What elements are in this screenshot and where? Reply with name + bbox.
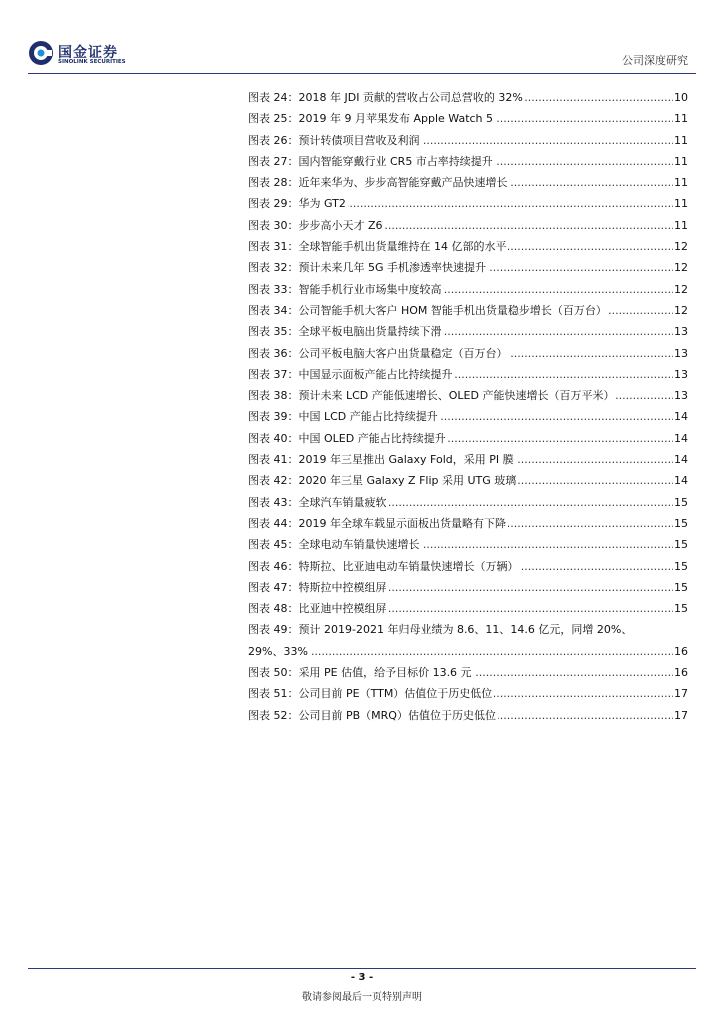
toc-entry-page: 17 bbox=[673, 705, 688, 726]
report-type-label: 公司深度研究 bbox=[622, 54, 688, 67]
page-number: - 3 - bbox=[350, 972, 374, 983]
toc-entry-page: 13 bbox=[673, 385, 688, 406]
toc-entry-label: 图表 32：预计未来几年 5G 手机渗透率快速提升 bbox=[248, 257, 488, 278]
toc-entry-label: 图表 29：华为 GT2 bbox=[248, 193, 348, 214]
toc-entry[interactable] bbox=[248, 406, 688, 427]
toc-entry[interactable] bbox=[248, 428, 688, 449]
toc-entry-page: 11 bbox=[673, 215, 688, 236]
toc-entry-page: 13 bbox=[673, 364, 688, 385]
toc-entry-page: 12 bbox=[673, 236, 688, 257]
toc-entry[interactable] bbox=[248, 108, 688, 129]
toc-entry-label-continued: 29%、33% bbox=[248, 641, 310, 662]
toc-entry[interactable] bbox=[248, 577, 688, 598]
logo-chinese-name: 国金证券 bbox=[58, 45, 118, 61]
figure-list bbox=[248, 87, 688, 726]
toc-entry[interactable] bbox=[248, 492, 688, 513]
header-divider bbox=[28, 73, 696, 74]
toc-entry[interactable] bbox=[248, 534, 688, 555]
toc-entry-page: 13 bbox=[673, 321, 688, 342]
toc-entry-label: 图表 34：公司智能手机大客户 HOM 智能手机出货量稳步增长（百万台） bbox=[248, 300, 609, 321]
toc-entry-page: 11 bbox=[673, 151, 688, 172]
toc-entry-page: 16 bbox=[673, 641, 688, 662]
toc-entry[interactable] bbox=[248, 513, 688, 534]
toc-entry-page: 12 bbox=[673, 257, 688, 278]
toc-entry[interactable] bbox=[248, 556, 688, 577]
toc-entry-label: 图表 25：2019 年 9 月苹果发布 Apple Watch 5 bbox=[248, 108, 495, 129]
toc-entry[interactable] bbox=[248, 321, 688, 342]
toc-entry-label: 图表 47：特斯拉中控模组屏 bbox=[248, 577, 389, 598]
page-header bbox=[0, 0, 724, 80]
toc-entry-label: 图表 38：预计未来 LCD 产能低速增长、OLED 产能快速增长（百万平米） bbox=[248, 385, 616, 406]
toc-entry-page: 14 bbox=[673, 428, 688, 449]
toc-entry[interactable] bbox=[248, 300, 688, 321]
toc-entry[interactable] bbox=[248, 449, 688, 470]
toc-entry-page: 12 bbox=[673, 300, 688, 321]
toc-entry[interactable] bbox=[248, 236, 688, 257]
toc-entry-label: 图表 36：公司平板电脑大客户出货量稳定（百万台） bbox=[248, 343, 510, 364]
toc-entry-label: 图表 24：2018 年 JDI 贡献的营收占公司总营收的 32% bbox=[248, 87, 525, 108]
toc-entry[interactable] bbox=[248, 279, 688, 300]
toc-entry-label: 图表 45：全球电动车销量快速增长 bbox=[248, 534, 422, 555]
toc-entry[interactable] bbox=[248, 683, 688, 704]
toc-entry-label: 图表 41：2019 年三星推出 Galaxy Fold，采用 PI 膜 bbox=[248, 449, 516, 470]
toc-entry-label: 图表 52：公司目前 PB（MRQ）估值位于历史低位 bbox=[248, 705, 498, 726]
toc-entry-page: 11 bbox=[673, 130, 688, 151]
toc-entry-page: 14 bbox=[673, 449, 688, 470]
toc-entry-label: 图表 39：中国 LCD 产能占比持续提升 bbox=[248, 406, 440, 427]
toc-entry[interactable] bbox=[248, 215, 688, 236]
toc-entry[interactable] bbox=[248, 470, 688, 491]
toc-entry-page: 13 bbox=[673, 343, 688, 364]
toc-entry-label: 图表 26：预计转债项目营收及利润 bbox=[248, 130, 422, 151]
toc-entry-label: 图表 51：公司目前 PE（TTM）估值位于历史低位 bbox=[248, 683, 494, 704]
toc-entry-page: 16 bbox=[673, 662, 688, 683]
footer-divider bbox=[28, 968, 696, 969]
toc-entry-label: 图表 46：特斯拉、比亚迪电动车销量快速增长（万辆） bbox=[248, 556, 521, 577]
toc-entry[interactable] bbox=[248, 343, 688, 364]
sinolink-logo-icon bbox=[28, 40, 54, 66]
toc-entry[interactable] bbox=[248, 705, 688, 726]
toc-entry-page: 15 bbox=[673, 556, 688, 577]
toc-entry-wrapped-line2[interactable] bbox=[248, 641, 688, 662]
company-logo bbox=[28, 40, 138, 72]
toc-entry-page: 14 bbox=[673, 406, 688, 427]
toc-entry-page: 15 bbox=[673, 598, 688, 619]
toc-entry-page: 15 bbox=[673, 534, 688, 555]
toc-entry-page: 11 bbox=[673, 172, 688, 193]
toc-entry[interactable] bbox=[248, 364, 688, 385]
toc-entry-label: 图表 49：预计 2019-2021 年归母业绩为 8.6、11、14.6 亿元，同增 20%、 bbox=[248, 619, 634, 640]
toc-entry[interactable] bbox=[248, 172, 688, 193]
toc-entry-label: 图表 42：2020 年三星 Galaxy Z Flip 采用 UTG 玻璃 bbox=[248, 470, 518, 491]
toc-entry-page: 14 bbox=[673, 470, 688, 491]
toc-entry-label: 图表 48：比亚迪中控模组屏 bbox=[248, 598, 389, 619]
toc-entry-label: 图表 44：2019 年全球车载显示面板出货量略有下降 bbox=[248, 513, 508, 534]
toc-entry[interactable] bbox=[248, 151, 688, 172]
toc-entry-wrapped-line1[interactable] bbox=[248, 619, 688, 640]
toc-entry-page: 15 bbox=[673, 577, 688, 598]
toc-entry-page: 10 bbox=[673, 87, 688, 108]
disclaimer-note: 敬请参阅最后一页特别声明 bbox=[302, 992, 422, 1003]
logo-english-name: SINOLINK SECURITIES bbox=[58, 59, 126, 65]
toc-entry-page: 11 bbox=[673, 193, 688, 214]
toc-entry[interactable] bbox=[248, 598, 688, 619]
toc-entry-page: 15 bbox=[673, 513, 688, 534]
toc-entry-page: 15 bbox=[673, 492, 688, 513]
toc-entry[interactable] bbox=[248, 662, 688, 683]
toc-entry[interactable] bbox=[248, 193, 688, 214]
toc-entry-label: 图表 33：智能手机行业市场集中度较高 bbox=[248, 279, 444, 300]
toc-entry-page: 12 bbox=[673, 279, 688, 300]
toc-entry[interactable] bbox=[248, 385, 688, 406]
toc-entry[interactable] bbox=[248, 257, 688, 278]
toc-entry-page: 17 bbox=[673, 683, 688, 704]
toc-entry-label: 图表 30：步步高小天才 Z6 bbox=[248, 215, 385, 236]
toc-entry-label: 图表 31：全球智能手机出货量维持在 14 亿部的水平 bbox=[248, 236, 508, 257]
toc-entry-label: 图表 43：全球汽车销量疲软 bbox=[248, 492, 389, 513]
toc-entry-label: 图表 35：全球平板电脑出货量持续下滑 bbox=[248, 321, 444, 342]
toc-entry[interactable] bbox=[248, 130, 688, 151]
toc-entry-label: 图表 27：国内智能穿戴行业 CR5 市占率持续提升 bbox=[248, 151, 495, 172]
toc-entry-page: 11 bbox=[673, 108, 688, 129]
toc-entry-label: 图表 40：中国 OLED 产能占比持续提升 bbox=[248, 428, 448, 449]
toc-entry-label: 图表 50：采用 PE 估值，给予目标价 13.6 元 bbox=[248, 662, 474, 683]
toc-entry[interactable] bbox=[248, 87, 688, 108]
toc-entry-label: 图表 37：中国显示面板产能占比持续提升 bbox=[248, 364, 455, 385]
toc-entry-label: 图表 28：近年来华为、步步高智能穿戴产品快速增长 bbox=[248, 172, 510, 193]
